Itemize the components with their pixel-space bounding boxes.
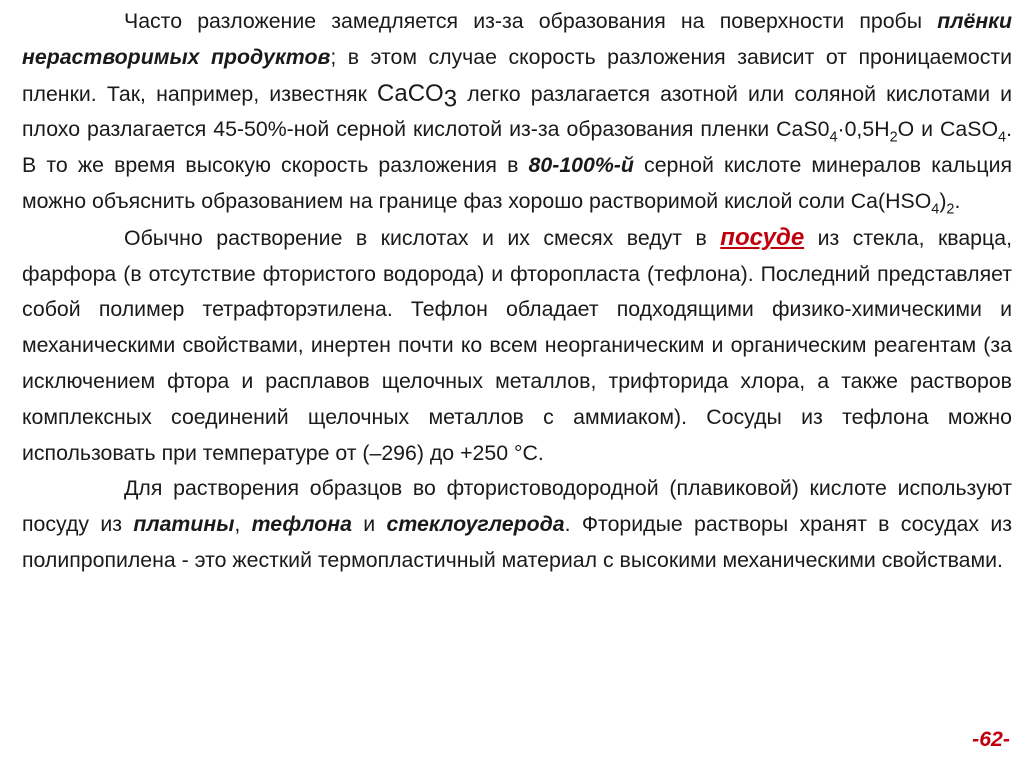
emphasis-insoluble-film: плёнки нерастворимых продуктов [22, 9, 1012, 69]
text-run: O и CaSO [897, 117, 999, 142]
emphasis-platinum: платины [133, 512, 235, 537]
subscript: 4 [829, 129, 838, 146]
subscript: 2 [946, 201, 955, 218]
paragraph-2 [22, 220, 1012, 472]
text-run: . В то же время высокую скорость разложения в [22, 117, 1012, 178]
text-run: и [351, 512, 387, 537]
paragraph-3 [22, 471, 1012, 578]
emphasis-acid-concentration: 80-100%-й [528, 153, 634, 178]
formula-caco3: CaCO [377, 79, 444, 107]
paragraph-1 [22, 4, 1012, 220]
text-run: Обычно растворение в кислотах и их смесях ведут в [124, 225, 721, 250]
subscript: 4 [931, 201, 940, 218]
text-run: серной кислоте минералов кальция можно объяснить образованием на границе фаз хорошо растворимой кислой соли Ca(HSO [22, 153, 1012, 213]
text-run: легко разлагается азотной или соляной кислотами и плохо разлагается 45-50%-ной серной кислотой из-за образования пленки CaS0 [22, 81, 1012, 142]
page-number: -62- [972, 727, 1010, 752]
text-run: ; в этом случае скорость разложения зависит от проницаемости пленки. Так, например, известняк [22, 44, 1012, 106]
emphasis-vessels: посуде [720, 223, 805, 251]
subscript: 2 [889, 129, 898, 146]
text-run: . [954, 188, 961, 213]
text-run: из стекла, кварца, фарфора (в отсутствие фтористого водорода) и фторопласта (тефлона). Последний представляет собой полимер тетрафторэтилена. Тефлон обладает подходящими физико-химическими и механическими свойствами, инертен почти ко всем неорганическим и органическим реагентам (за исключением фтора и расплавов щелочных металлов, трифторида хлора, а также растворов комплексных соединений щелочных металлов с аммиаком). Сосуды из тефлона можно использовать при температуре от (–296) до +250 °C. [22, 225, 1012, 465]
text-run: , [234, 512, 252, 537]
text-run: . Фторидые растворы хранят в сосудах из полипропилена - это жесткий термопластичный материал с высокими механическими свойствами. [22, 512, 1013, 572]
text-run: Часто разложение замедляется из-за образования на поверхности пробы [124, 9, 938, 33]
text-run: Для растворения образцов во фтористоводородной (плавиковой) кислоте используют посуду из [22, 476, 1012, 537]
text-run: ·0,5H [837, 117, 890, 142]
emphasis-glassy-carbon: стеклоуглерода [386, 512, 565, 537]
subscript: 3 [443, 84, 458, 112]
body-text [22, 4, 1012, 579]
text-run: ) [939, 188, 947, 213]
emphasis-teflon: тефлона [251, 512, 352, 537]
subscript: 4 [998, 129, 1007, 146]
